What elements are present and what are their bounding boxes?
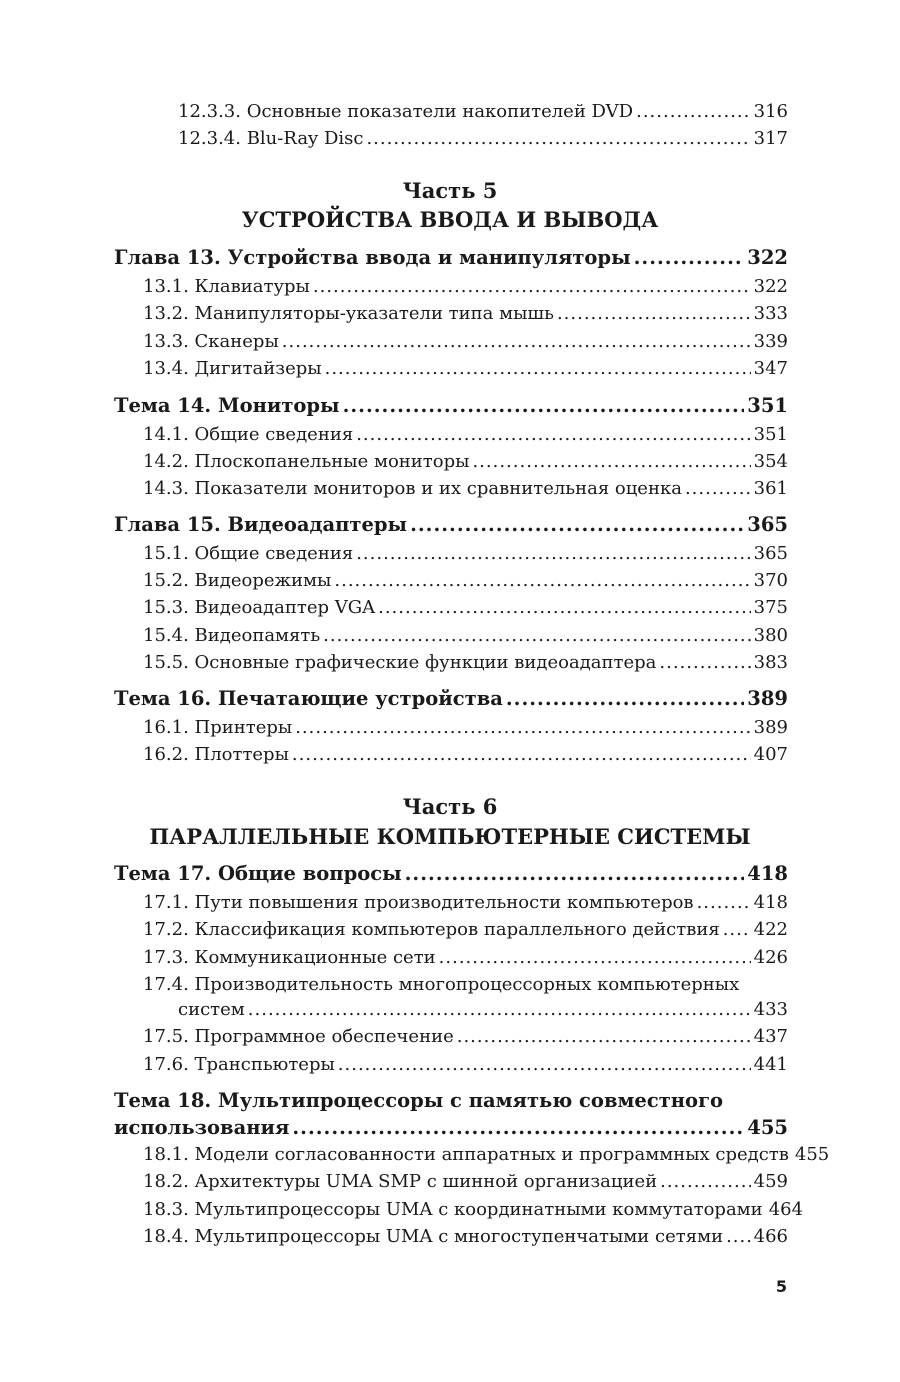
part-label: Часть 5 [402,178,498,203]
entry-page: 317 [753,128,788,149]
chapter-page: 455 [747,1116,788,1139]
toc-entry[interactable] [143,1026,788,1047]
entry-label: 13.2. Манипуляторы-указатели типа мышь [143,303,554,324]
entry-page: 466 [753,1226,788,1247]
entry-page: 407 [753,744,788,765]
chapter-page: 418 [747,862,788,885]
page-number: 5 [775,1277,787,1296]
leader-dots [334,570,750,591]
part-title: ПАРАЛЛЕЛЬНЫЕ КОМПЬЮТЕРНЫЕ СИСТЕМЫ [149,824,751,849]
leader-dots [726,1226,751,1247]
entry-label: 17.2. Классификация компьютеров параллельного действия [143,919,720,940]
entry-label: 12.3.3. Основные показатели накопителей DVD [178,101,634,122]
toc-entry[interactable] [143,717,788,738]
entry-label: 18.2. Архитектуры UMA SMP с шинной организацией [143,1171,658,1192]
entry-label: 18.4. Мультипроцессоры UMA с многоступенчатыми сетями [143,1226,724,1247]
entry-label: 18.1. Модели согласованности аппаратных и программных средств [143,1144,789,1165]
entry-page: 333 [753,303,788,324]
toc-chapter[interactable] [114,394,788,417]
entry-label: 18.3. Мультипроцессоры UMA с координатными коммутаторами [143,1199,763,1220]
chapter-page: 365 [747,513,788,536]
toc-entry[interactable] [143,744,788,765]
leader-dots [506,687,744,710]
entry-page: 365 [753,543,788,564]
leader-dots [685,478,751,499]
toc-entry[interactable] [143,1054,788,1075]
entry-page: 347 [753,358,788,379]
entry-page: 354 [753,451,788,472]
entry-page: 422 [753,919,788,940]
leader-dots [472,451,750,472]
chapter-label: Тема 17. Общие вопросы [114,862,402,885]
toc-entry[interactable] [143,652,788,673]
leader-dots [723,919,751,940]
entry-page: 441 [753,1054,788,1075]
entry-label-line1: 17.4. Производительность многопроцессорных компьютерных [143,974,740,995]
entry-page: 322 [753,276,788,297]
chapter-page: 322 [747,246,788,269]
leader-dots [439,947,751,968]
entry-page: 383 [753,652,788,673]
entry-label: 15.5. Основные графические функции видеоадаптера [143,652,657,673]
leader-dots [295,717,750,738]
part-label: Часть 6 [402,794,498,819]
entry-label: 17.5. Программное обеспечение [143,1026,454,1047]
leader-dots [338,1054,751,1075]
entry-page: 437 [753,1026,788,1047]
leader-dots [659,652,750,673]
chapter-label: Тема 16. Печатающие устройства [114,687,503,710]
entry-label: 15.2. Видеорежимы [143,570,332,591]
entry-label: 15.1. Общие сведения [143,543,354,564]
leader-dots [405,862,745,885]
entry-label: 16.1. Принтеры [143,717,293,738]
entry-label: систем [178,999,245,1020]
toc-entry[interactable] [143,1144,830,1165]
entry-page: 459 [753,1171,788,1192]
toc-entry[interactable] [143,625,788,646]
entry-label: 13.1. Клавиатуры [143,276,310,297]
entry-label: 15.3. Видеоадаптер VGA [143,597,376,618]
toc-entry[interactable] [143,358,788,379]
entry-page: 370 [753,570,788,591]
toc-entry[interactable] [143,303,788,324]
entry-label: 17.6. Транспьютеры [143,1054,335,1075]
entry-page: 375 [753,597,788,618]
leader-dots [323,625,750,646]
chapter-page: 389 [747,687,788,710]
toc-chapter[interactable] [114,1116,788,1139]
toc-entry[interactable] [143,892,788,913]
entry-page: 389 [753,717,788,738]
leader-dots [343,394,745,417]
toc-entry[interactable] [178,128,788,149]
toc-entry[interactable] [143,478,788,499]
entry-label: 17.1. Пути повышения производительности компьютеров [143,892,694,913]
leader-dots [697,892,751,913]
entry-page: 426 [753,947,788,968]
toc-entry[interactable] [143,919,788,940]
leader-dots [356,543,750,564]
toc-entry[interactable] [143,331,788,352]
toc-entry[interactable] [143,451,788,472]
leader-dots [634,246,745,269]
toc-entry[interactable] [143,570,788,591]
chapter-label: Тема 14. Мониторы [114,394,340,417]
leader-dots [313,276,751,297]
leader-dots [325,358,751,379]
toc-chapter[interactable] [114,687,788,710]
toc-chapter[interactable] [114,862,788,885]
entry-page: 351 [753,424,788,445]
entry-page: 339 [753,331,788,352]
leader-dots [292,1116,744,1139]
entry-page: 316 [753,101,788,122]
entry-page: 418 [753,892,788,913]
toc-entry[interactable] [143,424,788,445]
entry-label: 16.2. Плоттеры [143,744,289,765]
leader-dots [457,1026,751,1047]
part-title: УСТРОЙСТВА ВВОДА И ВЫВОДА [241,207,659,232]
leader-dots [660,1171,751,1192]
leader-dots [378,597,751,618]
entry-page: 380 [753,625,788,646]
toc-chapter[interactable] [114,513,788,536]
leader-dots [248,999,751,1020]
toc-entry[interactable] [143,276,788,297]
entry-page: 464 [768,1199,804,1220]
toc-entry[interactable] [178,101,788,122]
entry-label: 13.4. Дигитайзеры [143,358,322,379]
chapter-label: использования [114,1116,290,1139]
leader-dots [366,128,750,149]
toc-entry[interactable] [143,1171,788,1192]
leader-dots [282,331,751,352]
toc-chapter[interactable] [114,246,788,269]
toc-entry[interactable] [178,999,788,1020]
leader-dots [292,744,751,765]
chapter-label: Глава 15. Видеоадаптеры [114,513,408,536]
entry-label: 13.3. Сканеры [143,331,279,352]
leader-dots [557,303,751,324]
entry-label: 14.3. Показатели мониторов и их сравнительная оценка [143,478,682,499]
entry-label: 15.4. Видеопамять [143,625,321,646]
entry-label: 14.2. Плоскопанельные мониторы [143,451,470,472]
toc-entry[interactable] [143,597,788,618]
toc-entry[interactable] [143,543,788,564]
entry-page: 433 [753,999,788,1020]
chapter-label: Глава 13. Устройства ввода и манипуляторы [114,246,631,269]
entry-page: 455 [794,1144,830,1165]
chapter-page: 351 [747,394,788,417]
entry-label: 12.3.4. Blu-Ray Disc [178,128,364,149]
leader-dots [636,101,751,122]
chapter-label-line1: Тема 18. Мультипроцессоры с памятью совместного [114,1089,724,1112]
entry-label: 14.1. Общие сведения [143,424,354,445]
leader-dots [410,513,744,536]
toc-entry[interactable] [143,1226,788,1247]
leader-dots [356,424,750,445]
entry-label: 17.3. Коммуникационные сети [143,947,436,968]
entry-page: 361 [753,478,788,499]
toc-entry[interactable] [143,1199,804,1220]
toc-entry[interactable] [143,947,788,968]
